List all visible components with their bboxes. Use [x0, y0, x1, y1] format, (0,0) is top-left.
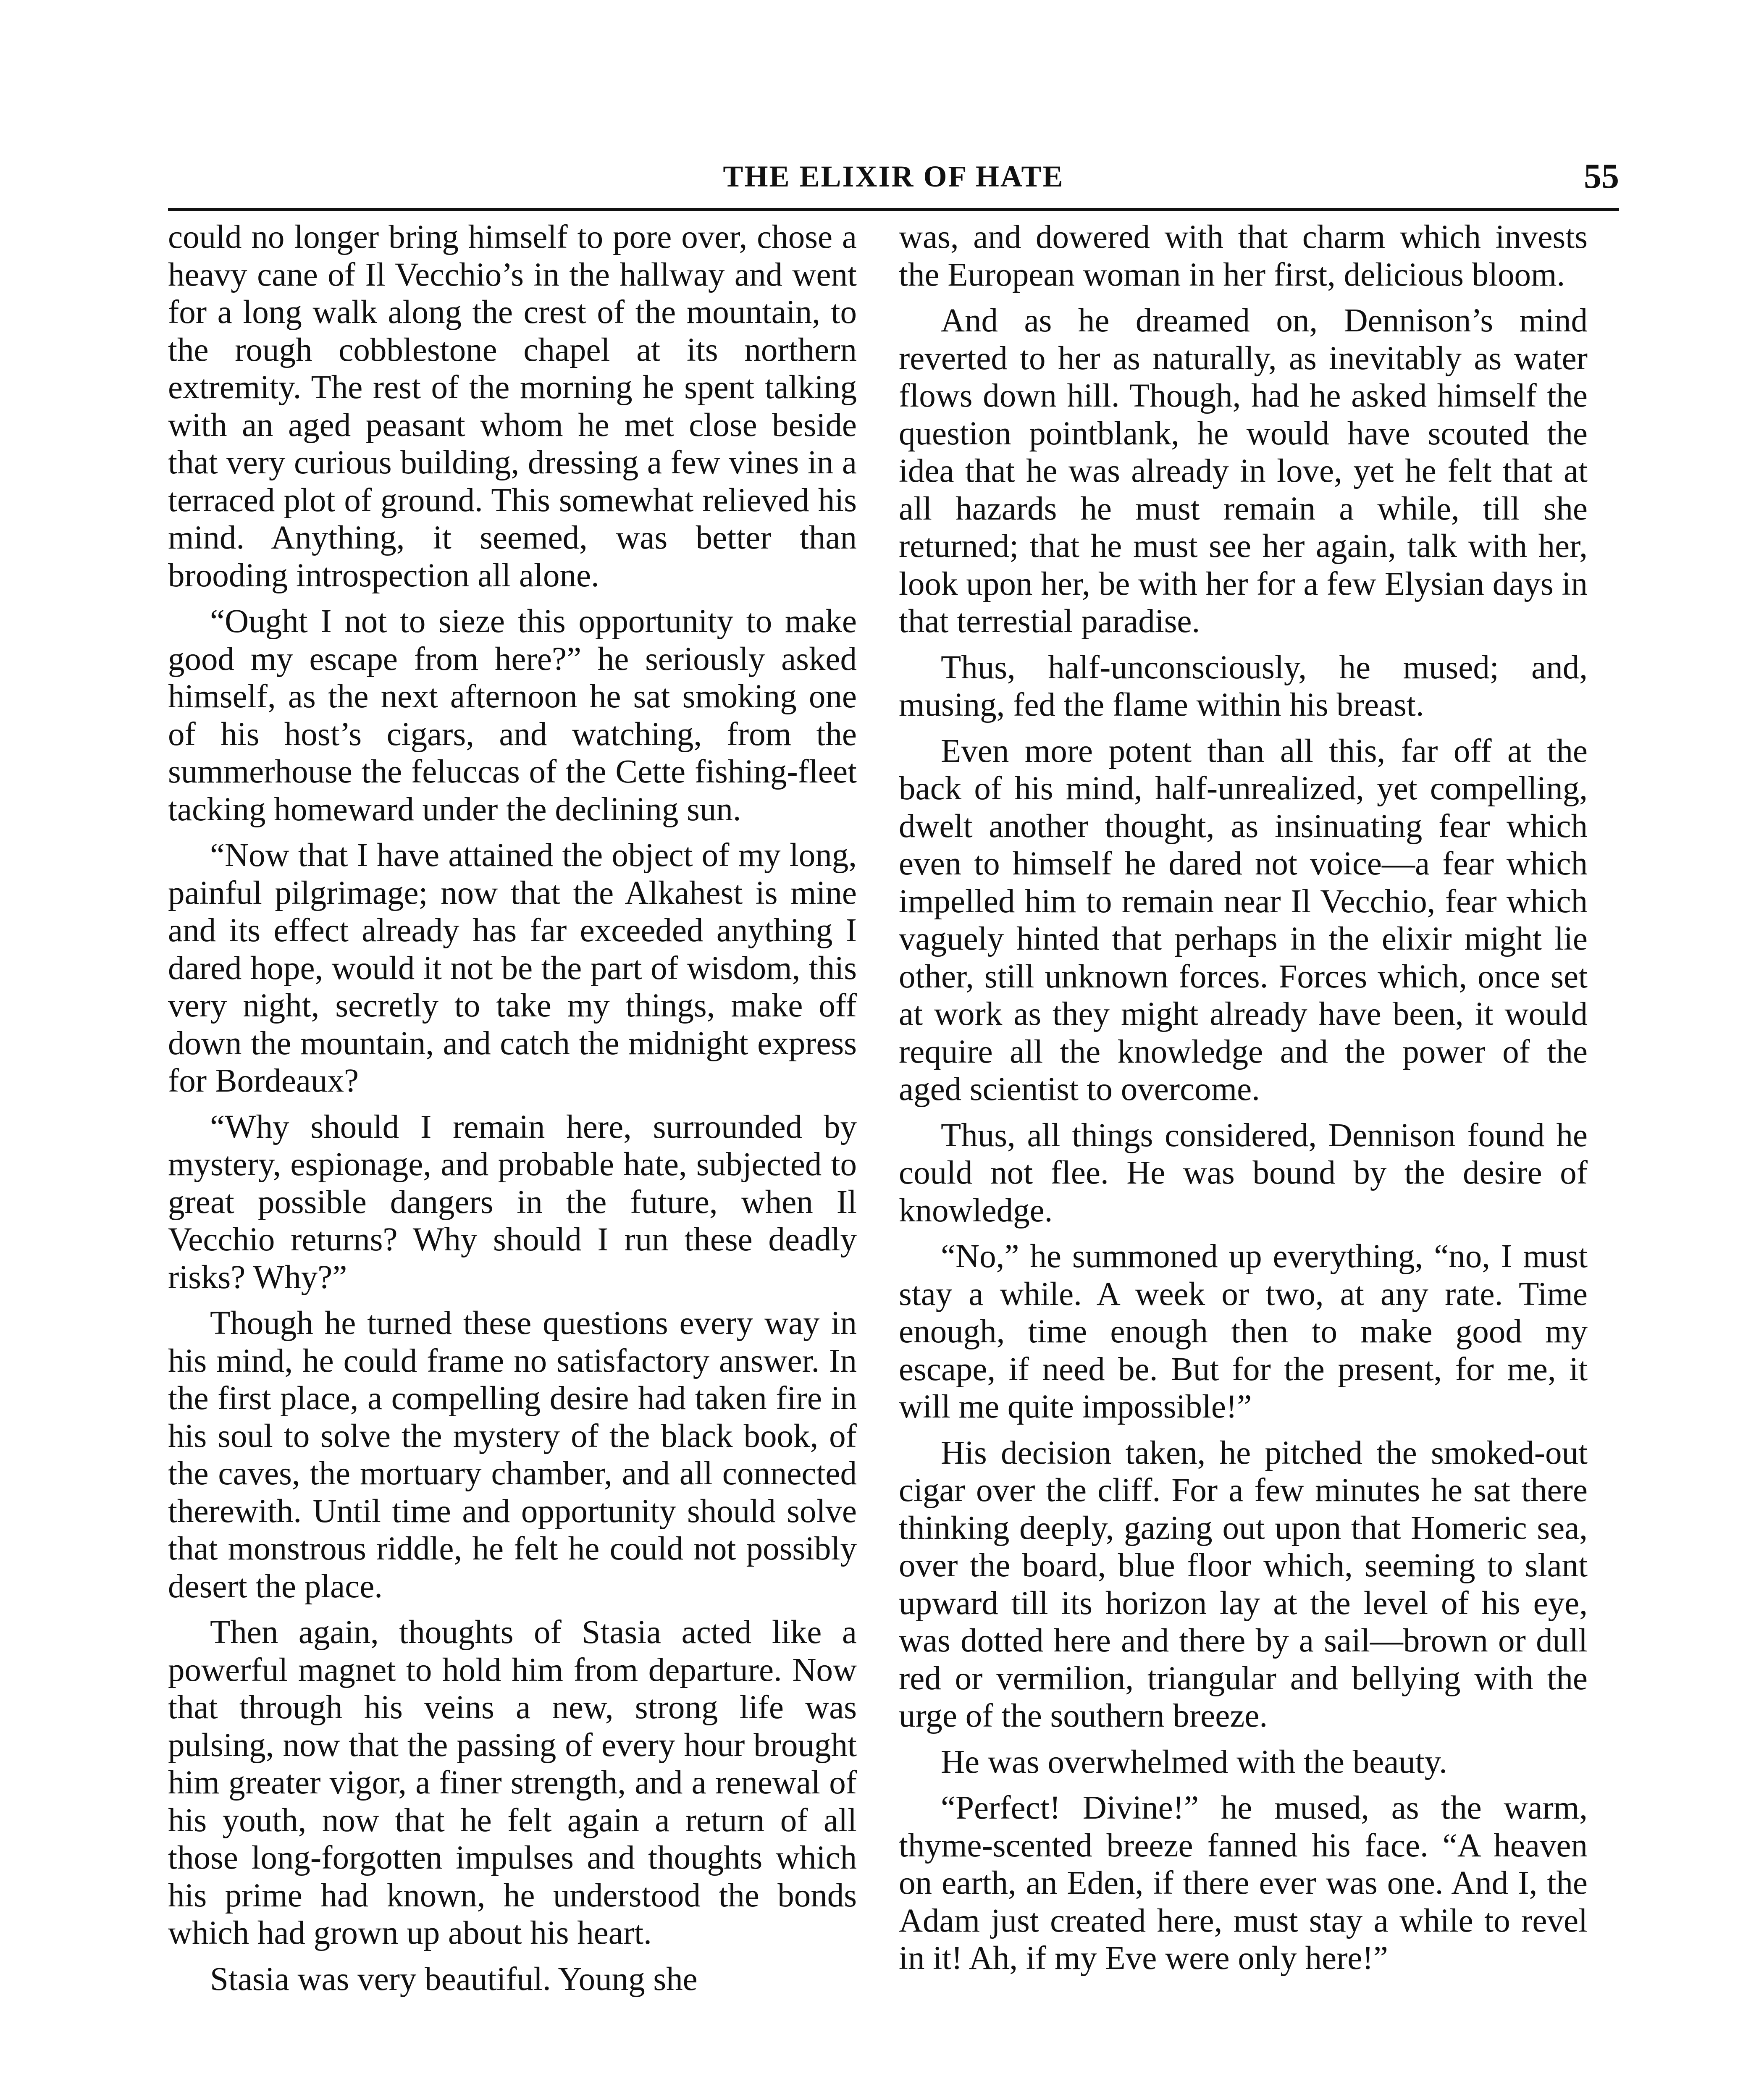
left-column — [168, 218, 857, 2006]
paragraph: Stasia was very beautiful. Young she — [210, 1961, 698, 1998]
paragraph: was, and dowered with that charm which invests the European woman in her first, delicious bloom. — [899, 219, 1588, 293]
paragraph: His decision taken, he pitched the smoked-out cigar over the cliff. For a few minutes he sat there thinking deeply, gazing out upon that Homeric sea, over the board, blue floor which, seeming to slant upward till its horizon lay at the level of his eye, was dotted here and there by a sail—brown or dull red or vermilion, triangular and bellying with the urge of the southern breeze. — [899, 1434, 1588, 1734]
page-number: 55 — [1584, 157, 1619, 196]
paragraph: “Why should I remain here, surrounded by mystery, espionage, and probable hate, subjected to great possible dangers in the future, when Il Vecchio returns? Why should I run these deadly risks? Why?” — [168, 1108, 857, 1296]
right-column — [899, 218, 1588, 1986]
paragraph: Though he turned these questions every way in his mind, he could frame no satisfactory answer. In the first place, a compelling desire had taken fire in his soul to solve the mystery of the black book, of the caves, the mortuary chamber, and all connected therewith. Until time and opportunity should solve that monstrous riddle, he felt he could not possibly desert the place. — [168, 1305, 857, 1605]
paragraph: Thus, half-unconsciously, he mused; and, musing, fed the flame within his breast. — [899, 649, 1588, 723]
page-header — [168, 155, 1619, 210]
paragraph: “Now that I have attained the object of my long, painful pilgrimage; now that the Alkahest is mine and its effect already has far exceeded anything I dared hope, would it not be the part of wisdom, this very night, secretly to take my things, make off down the mountain, and catch the midnight express for Bordeaux? — [168, 837, 857, 1099]
paragraph: He was overwhelmed with the beauty. — [941, 1743, 1447, 1780]
running-title: THE ELIXIR OF HATE — [723, 160, 1064, 193]
paragraph: “Perfect! Divine!” he mused, as the warm, thyme-scented breeze fanned his face. “A heaven on earth, an Eden, if there ever was one. And I, the Adam just created here, must stay a while to revel in it! Ah, if my Eve were only here!” — [899, 1790, 1588, 1977]
paragraph: could no longer bring himself to pore over, chose a heavy cane of Il Vecchio’s in the hallway and went for a long walk along the crest of the mountain, to the rough cobblestone chapel at its northern extremity. The rest of the morning he spent talking with an aged peasant whom he met close beside that very curious building, dressing a few vines in a terraced plot of ground. This somewhat relieved his mind. Anything, it seemed, was better than brooding introspection all alone. — [168, 219, 857, 594]
paragraph: “Ought I not to sieze this opportunity to make good my escape from here?” he seriously asked himself, as the next afternoon he sat smoking one of his host’s cigars, and watching, from the summerhouse the feluccas of the Cette fishing-fleet tacking homeward under the declining sun. — [168, 603, 857, 828]
paragraph: Even more potent than all this, far off at the back of his mind, half-unrealized, yet compelling, dwelt another thought, as insinuating fear which even to himself he dared not voice—a fear which impelled him to remain near Il Vecchio, fear which vaguely hinted that perhaps in the elixir might lie other, still unknown forces. Forces which, once set at work as they might already have been, it would require all the knowledge and the power of the aged scientist to overcome. — [899, 732, 1588, 1108]
paragraph: Thus, all things considered, Dennison found he could not flee. He was bound by the desire of knowledge. — [899, 1117, 1588, 1229]
paragraph: Then again, thoughts of Stasia acted like a powerful magnet to hold him from departure. Now that through his veins a new, strong life was pulsing, now that the passing of every hour brought him greater vigor, a finer strength, and a renewal of his youth, now that he felt again a return of all those long-forgotten impulses and thoughts which his prime had known, he understood the bonds which had grown up about his heart. — [168, 1614, 857, 1951]
header-rule — [168, 208, 1619, 211]
paragraph: And as he dreamed on, Dennison’s mind reverted to her as naturally, as inevitably as water flows down hill. Though, had he asked himself the question pointblank, he would have scouted the idea that he was already in love, yet he felt that at all hazards he must remain a while, till she returned; that he must see her again, talk with her, look upon her, be with her for a few Elysian days in that terrestial paradise. — [899, 302, 1588, 640]
paragraph: “No,” he summoned up everything, “no, I must stay a while. A week or two, at any rate. Time enough, time enough then to make good my escape, if need be. But for the present, for me, it will me quite impossible!” — [899, 1238, 1588, 1425]
